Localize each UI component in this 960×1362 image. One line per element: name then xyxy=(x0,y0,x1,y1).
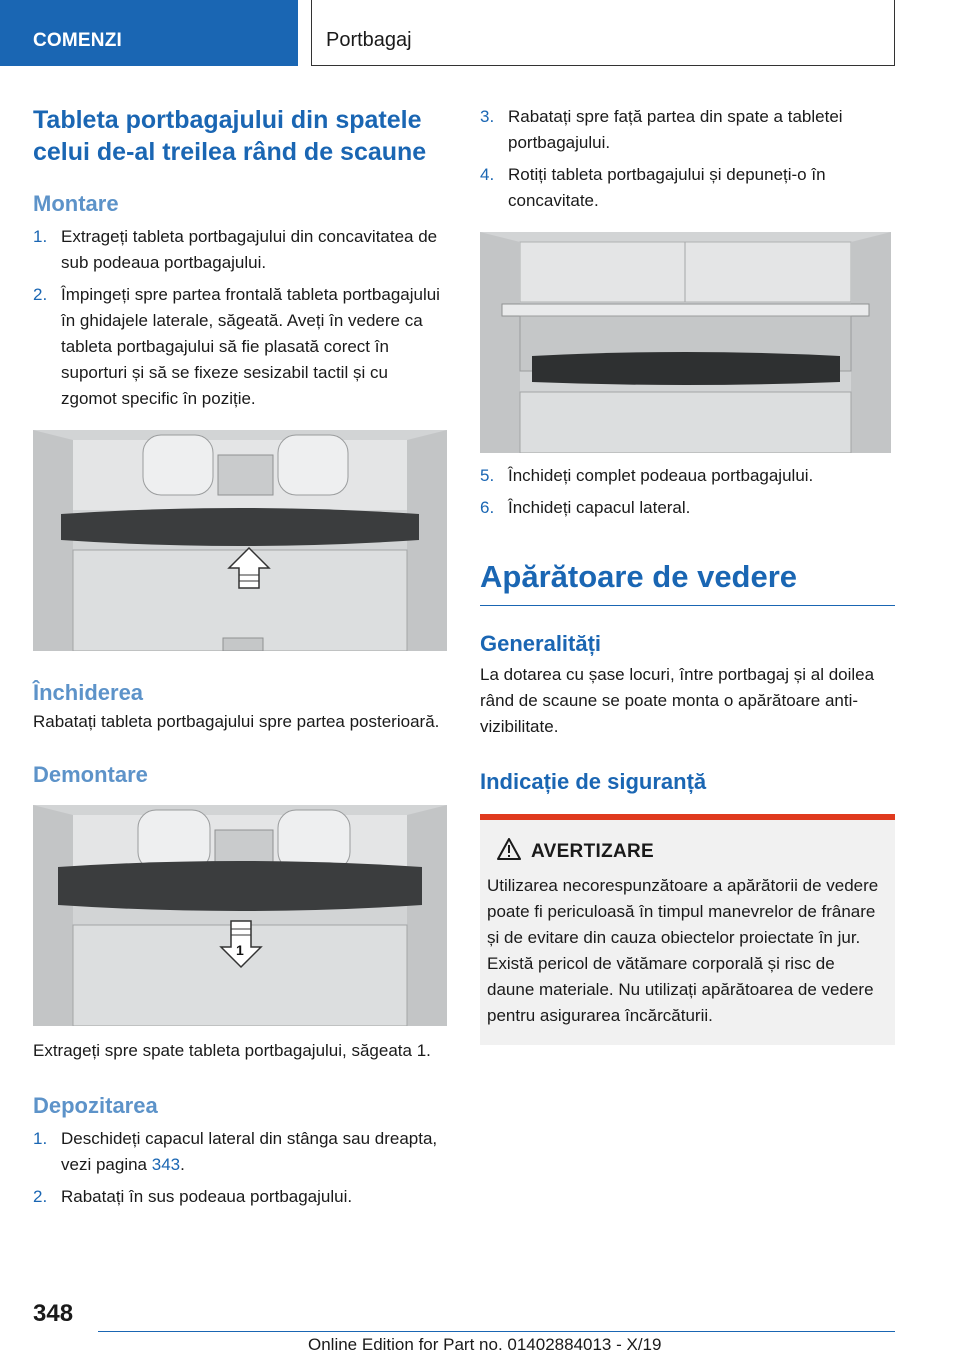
warning-header xyxy=(497,838,886,865)
closing-text: Rabatați tableta portbagajului spre partea posterioară. xyxy=(33,712,440,731)
section-title: Tableta portbagajului din spatele celui de-al treilea rând de scaune xyxy=(33,106,427,166)
safety-heading: Indicație de siguranță xyxy=(480,769,707,794)
section-tab xyxy=(0,0,298,66)
general-text: La dotarea cu șase locuri, între portbagaj și al doilea rând de scaune se poate monta o apărătoare anti-vizibilitate. xyxy=(480,665,875,736)
storage-heading: Depozitarea xyxy=(33,1093,158,1118)
mount-heading: Montare xyxy=(33,191,119,216)
list-item: 2. Rabatați în sus podeaua portbagajului. xyxy=(33,1187,353,1206)
storage-steps xyxy=(33,1126,447,1210)
chapter-title: Portbagaj xyxy=(326,29,412,51)
section-tab-label: COMENZI xyxy=(33,30,123,51)
mount-steps xyxy=(33,224,447,412)
list-item: 1. Extrageți tableta portbagajului din concavitatea de sub podeaua portbagajului. xyxy=(33,227,438,272)
general-heading: Generalități xyxy=(480,631,602,656)
page-number: 348 xyxy=(33,1300,74,1327)
steps-continued xyxy=(480,104,895,214)
list-item: 5. Închideți complet podeaua portbagajului. xyxy=(480,466,814,485)
figure-stowed-cover xyxy=(480,232,891,453)
figure-callout-1: 1 xyxy=(236,942,244,958)
chapter-divider xyxy=(480,605,895,606)
warning-box xyxy=(480,814,895,1045)
removal-text: Extrageți spre spate tableta portbagajului, săgeata 1. xyxy=(33,1041,431,1060)
figure-remove-cover xyxy=(33,805,447,1026)
list-item: 6. Închideți capacul lateral. xyxy=(480,498,691,517)
list-item: 2. Împingeți spre partea frontală tableta portbagajului în ghidajele laterale, săgeată. Aveți în vedere ca tableta portbagajului să fie plasată corect în suporturi și să se fixeze sesizabil tactil și cu zgomot specific în poziție. xyxy=(33,285,440,408)
footer-edition: Online Edition for Part no. 01402884013 - X/19 xyxy=(308,1335,662,1354)
removal-heading: Demontare xyxy=(33,762,148,787)
closing-heading: Închiderea xyxy=(33,680,144,705)
list-item: 3. Rabatați spre față partea din spate a tabletei portbagajului. xyxy=(480,107,843,152)
chapter-header xyxy=(311,0,895,66)
list-item: 4. Rotiți tableta portbagajului și depuneți-o în concavitate. xyxy=(480,165,826,210)
footer-divider xyxy=(98,1331,895,1332)
warning-label: AVERTIZARE xyxy=(531,840,654,862)
right-column xyxy=(480,104,895,1045)
warning-triangle-icon xyxy=(497,838,521,865)
warning-text: Utilizarea necorespunzătoare a apărătorii de vedere poate fi periculoasă în timpul manevrelor de frânare și de evitare din cauza obiectelor proiectate în jur. Există pericol de vătămare corporală și risc de daune materiale. Nu utilizați apărătoarea de vedere pentru asigurarea încărcăturii. xyxy=(487,876,879,1025)
chapter-heading: Apărătoare de vedere xyxy=(480,559,798,594)
page-link[interactable]: 343 xyxy=(151,1155,181,1174)
list-item: 1. Deschideți capacul lateral din stânga sau dreapta, vezi pagina 343. xyxy=(33,1129,438,1174)
left-column xyxy=(33,104,447,1210)
steps-final xyxy=(480,463,895,521)
figure-install-cover xyxy=(33,430,447,651)
